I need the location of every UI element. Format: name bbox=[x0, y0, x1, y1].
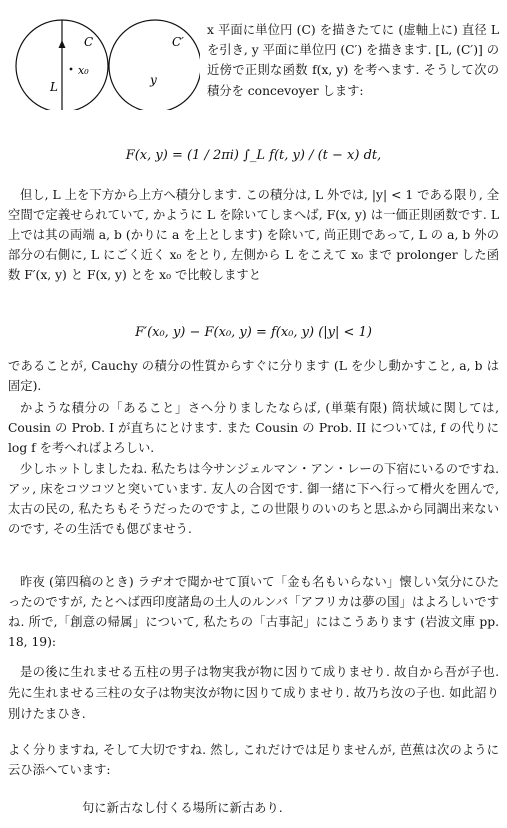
label-l: L bbox=[50, 80, 58, 94]
paragraph-5: 少しホットしましたね. 私たちは今サンジェルマン・アン・レーの下宿にいるのですね. アッ, 床をコツコツと突いています. 友人の合図です. 御一緒に下へ行って榾火を囲んで, 太古の民の, 私たちもそうだったのですよ, この世限りのいのちと思ふから同調出来ないのです, その生活でも偲びませう. bbox=[8, 462, 499, 537]
label-c-prime: C′ bbox=[172, 35, 184, 49]
basho-quote: 句に新古なし付くる場所に新古あり. bbox=[82, 801, 283, 815]
label-y: y bbox=[150, 73, 157, 87]
intro-paragraph: x 平面に単位円 (C) を描きたてに (虚軸上に) 直径 L を引き, y 平面に単位円 (C′) を描きます. [L, (C′)] の近傍で正則な函数 f(x, y) を考へます. そうして次の積分を concevoyer します: bbox=[207, 23, 499, 98]
kojiki-quote: 是の後に生れませる五柱の男子は物実我が物に因りて成りませり. 故自から吾が子也. 先に生れませる三柱の女子は物実汝が物に因りて成りませり. 故乃ち汝の子也. 如此詔り別けたまひき. bbox=[8, 665, 499, 721]
paragraph-3: であることが, Cauchy の積分の性質からすぐに分ります (L を少し動かすこと, a, b は固定). bbox=[8, 359, 499, 394]
equation-1: F(x, y) = (1 / 2πi) ∫_L f(t, y) / (t − x) dt, bbox=[125, 148, 382, 163]
paragraph-8: よく分りますね, そして大切ですね. 然し, これだけでは足りませんが, 芭蕉は次のように云ひ添へています: bbox=[8, 743, 499, 778]
paragraph-6: 昨夜 (第四稿のとき) ラヂオで聞かせて頂いて「金も名もいらない」懐しい気分にひたったのですが, たとへば西印度諸島の土人のルンバ「アフリカは夢の国」はよろしいですね. 所で,「創意の帰属」について, 私たちの「古事記」にはこうあります (岩波文庫 pp. 18, 19): bbox=[8, 575, 499, 650]
circles-figure bbox=[0, 0, 200, 110]
label-c: C bbox=[84, 35, 94, 49]
circle-c-prime bbox=[109, 20, 200, 110]
equation-2: F′(x₀, y) − F(x₀, y) = f(x₀, y) (|y| < 1) bbox=[135, 325, 372, 340]
label-x0: x₀ bbox=[78, 64, 89, 77]
paragraph-2: 但し, L 上を下方から上方へ積分します. この積分は, L 外では, |y| < 1 である限り, 全空間で定義せられていて, かように L を除いてしまへば, F(x, y) は一価正則函数です. L 上では其の両端 a, b (かりに a を上とします) を除いて, 尚正則であって, L の a, b 外の部分の右側に, L にごく近く x₀ をとり, 左側から L をこえて x₀ まで prolonger した函数 F′(x, y) と F(x, y) とを x₀ で比較しますと bbox=[8, 188, 499, 283]
point-x0 bbox=[70, 68, 73, 71]
paragraph-4: かような積分の「あること」さへ分りましたならば, (単葉有限) 筒状域に関しては, Cousin の Prob. I が直ちにとけます. また Cousin の Prob. II については, f の代りに log f を考へればよろしい. bbox=[8, 401, 499, 456]
arrow-up-icon bbox=[59, 40, 66, 48]
